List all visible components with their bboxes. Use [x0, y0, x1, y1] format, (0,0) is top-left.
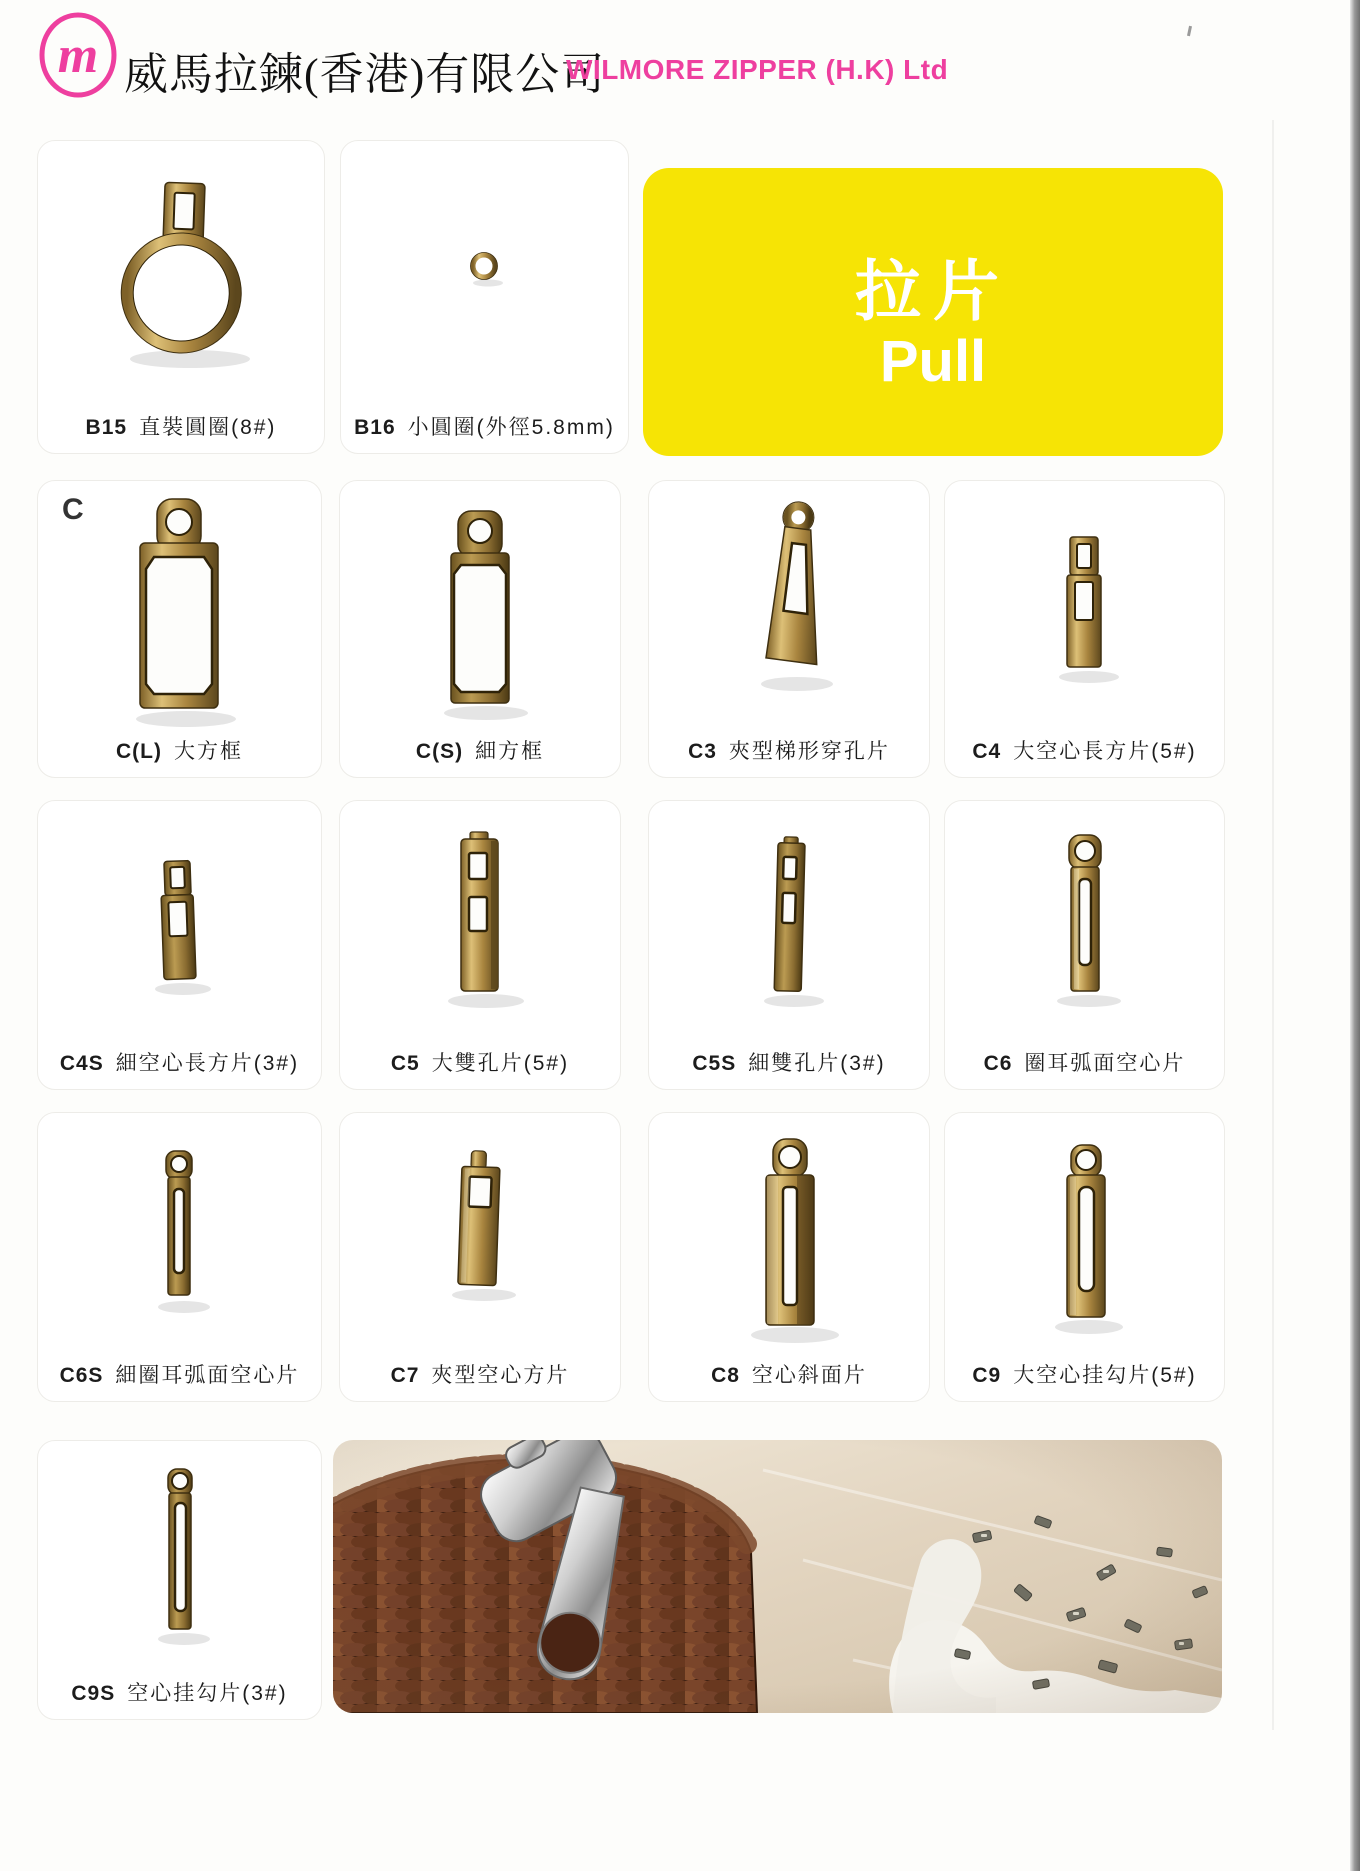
product-name: 大雙孔片(5#) — [431, 1052, 570, 1075]
product-card-b16 — [340, 140, 629, 454]
product-name: 夾型空心方片 — [431, 1364, 570, 1387]
product-caption — [945, 1047, 1224, 1077]
product-name: 大空心挂勾片(5#) — [1013, 1364, 1197, 1387]
product-card-c4 — [944, 480, 1225, 778]
product-code: C5S — [692, 1052, 737, 1075]
product-caption — [649, 1359, 929, 1389]
product-caption — [38, 411, 324, 441]
product-caption — [38, 1047, 321, 1077]
pull-section-banner — [643, 168, 1223, 456]
product-name: 細圈耳弧面空心片 — [115, 1364, 300, 1387]
product-caption — [38, 1677, 321, 1707]
product-code: B16 — [354, 416, 396, 439]
product-code: C6 — [983, 1052, 1013, 1075]
header — [0, 0, 1360, 120]
product-code: C(L) — [116, 740, 162, 763]
product-name: 細雙孔片(3#) — [748, 1052, 886, 1075]
product-photo-c3-trapezoid — [649, 481, 929, 777]
product-card-c5 — [339, 800, 621, 1090]
product-caption — [340, 735, 620, 765]
product-code: C6S — [59, 1364, 104, 1387]
product-photo-c5s-double-hole-slim — [649, 801, 929, 1089]
product-name: 圈耳弧面空心片 — [1024, 1052, 1186, 1075]
svg-text:m: m — [57, 27, 99, 84]
product-card-c8 — [648, 1112, 930, 1402]
product-code: C4 — [972, 740, 1002, 763]
product-code: B15 — [85, 416, 128, 439]
company-name-en: WILMORE ZIPPER (H.K) Ltd — [566, 54, 949, 85]
product-card-c4s — [37, 800, 322, 1090]
product-caption — [341, 411, 628, 441]
product-caption — [945, 735, 1224, 765]
product-photo-cs-slim-frame — [340, 481, 620, 777]
wilmore-logo-icon — [36, 10, 120, 100]
product-name: 小圓圈(外徑5.8mm) — [407, 416, 615, 439]
product-photo-c6s-ring-ear-slim — [38, 1113, 321, 1401]
product-code: C(S) — [415, 740, 464, 763]
product-photo-b16-small-ring — [341, 141, 628, 453]
product-photo-c8-hollow-bevel — [649, 1113, 929, 1401]
product-caption — [649, 1047, 929, 1077]
product-photo-c4s-hollow-rect-slim — [38, 801, 321, 1089]
product-card-c6 — [944, 800, 1225, 1090]
banner-title-zh: 拉片 — [855, 254, 1011, 328]
product-name: 空心挂勾片(3#) — [127, 1682, 288, 1705]
product-name: 大空心長方片(5#) — [1013, 740, 1197, 763]
product-card-cl — [37, 480, 322, 778]
product-photo-c6-ring-ear — [945, 801, 1224, 1089]
product-code: C4S — [59, 1052, 104, 1075]
product-photo-c7-clip-hollow-square — [340, 1113, 620, 1401]
product-card-c5s — [648, 800, 930, 1090]
product-caption — [340, 1047, 620, 1077]
product-caption — [945, 1359, 1224, 1389]
scan-fold-line — [1272, 120, 1274, 1730]
scan-page-edge — [1350, 0, 1360, 1871]
product-name: 空心斜面片 — [751, 1364, 867, 1387]
section-label-c: C — [62, 493, 84, 526]
product-name: 直裝圓圈(8#) — [139, 416, 277, 439]
product-card-c9s — [37, 1440, 322, 1720]
product-code: C9 — [972, 1364, 1002, 1387]
product-name: 夾型梯形穿孔片 — [728, 740, 890, 763]
product-caption — [38, 735, 321, 765]
product-card-c3 — [648, 480, 930, 778]
product-photo-c4-hollow-rect — [945, 481, 1224, 777]
product-card-cs — [339, 480, 621, 778]
product-caption — [38, 1359, 321, 1389]
product-card-b15 — [37, 140, 325, 454]
product-code: C3 — [688, 740, 717, 763]
product-card-c6s — [37, 1112, 322, 1402]
product-photo-c9-hook-hollow — [945, 1113, 1224, 1401]
product-name: 大方框 — [173, 740, 243, 763]
product-code: C8 — [711, 1364, 740, 1387]
lifestyle-photo-basket-zipper — [333, 1440, 1222, 1713]
product-photo-c5-double-hole — [340, 801, 620, 1089]
product-card-c7 — [339, 1112, 621, 1402]
product-code: C9S — [71, 1682, 116, 1705]
product-caption — [649, 735, 929, 765]
product-code: C7 — [390, 1364, 420, 1387]
banner-title-en: Pull — [879, 329, 987, 394]
product-name: 細空心長方片(3#) — [115, 1052, 300, 1075]
product-code: C5 — [390, 1052, 420, 1075]
company-name-zh: 威馬拉鍊(香港)有限公司 — [124, 50, 606, 99]
product-name: 細方框 — [475, 740, 545, 763]
product-caption — [340, 1359, 620, 1389]
product-card-c9 — [944, 1112, 1225, 1402]
product-photo-cl-large-frame — [38, 481, 321, 777]
product-photo-b15-ring — [38, 141, 324, 453]
